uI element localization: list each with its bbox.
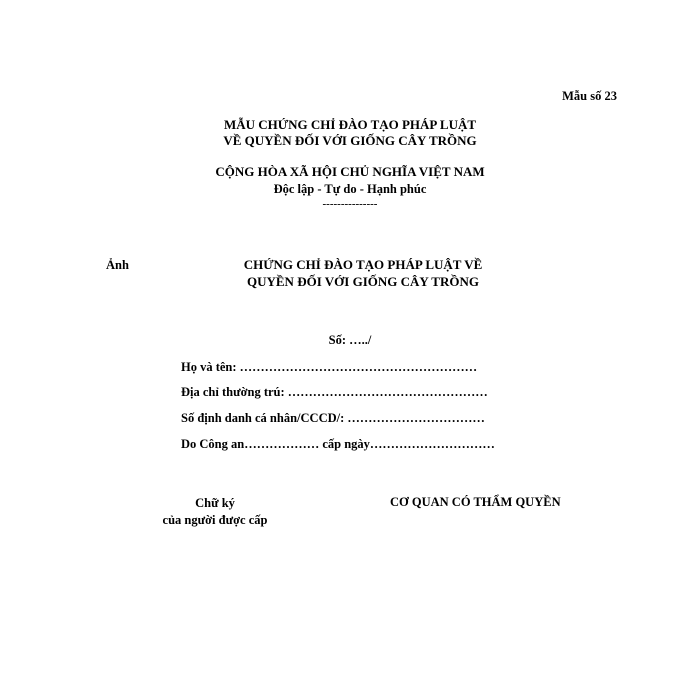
signature-holder-label: Chữ ký: [195, 496, 235, 510]
signature-authority-label: CƠ QUAN CÓ THẨM QUYỀN: [390, 495, 561, 509]
certificate-title-line-2: QUYỀN ĐỐI VỚI GIỐNG CÂY TRỒNG: [247, 274, 479, 289]
document-title-line-1: MẪU CHỨNG CHỈ ĐÀO TẠO PHÁP LUẬT: [223, 117, 477, 132]
signature-holder-sublabel: của người được cấp: [162, 513, 268, 527]
certificate-number: Số: …../: [328, 333, 372, 347]
national-motto: Độc lập - Tự do - Hạnh phúc: [273, 182, 427, 196]
photo-placeholder-label: Ảnh: [106, 258, 129, 272]
field-personal-id: Số định danh cá nhân/CCCD/: ……………………………: [181, 411, 485, 425]
field-issued-by: Do Công an……………… cấp ngày…………………………: [181, 437, 495, 451]
form-number: Mẫu số 23: [562, 89, 617, 103]
header-divider: ---------------: [322, 198, 378, 210]
national-name: CỘNG HÒA XÃ HỘI CHỦ NGHĨA VIỆT NAM: [215, 164, 485, 179]
field-permanent-address: Địa chỉ thường trú: …………………………………………: [181, 385, 488, 399]
document-title-line-2: VỀ QUYỀN ĐỐI VỚI GIỐNG CÂY TRỒNG: [223, 133, 477, 148]
certificate-title-line-1: CHỨNG CHỈ ĐÀO TẠO PHÁP LUẬT VỀ: [243, 257, 483, 272]
field-full-name: Họ và tên: …………………………………………………: [181, 360, 478, 374]
